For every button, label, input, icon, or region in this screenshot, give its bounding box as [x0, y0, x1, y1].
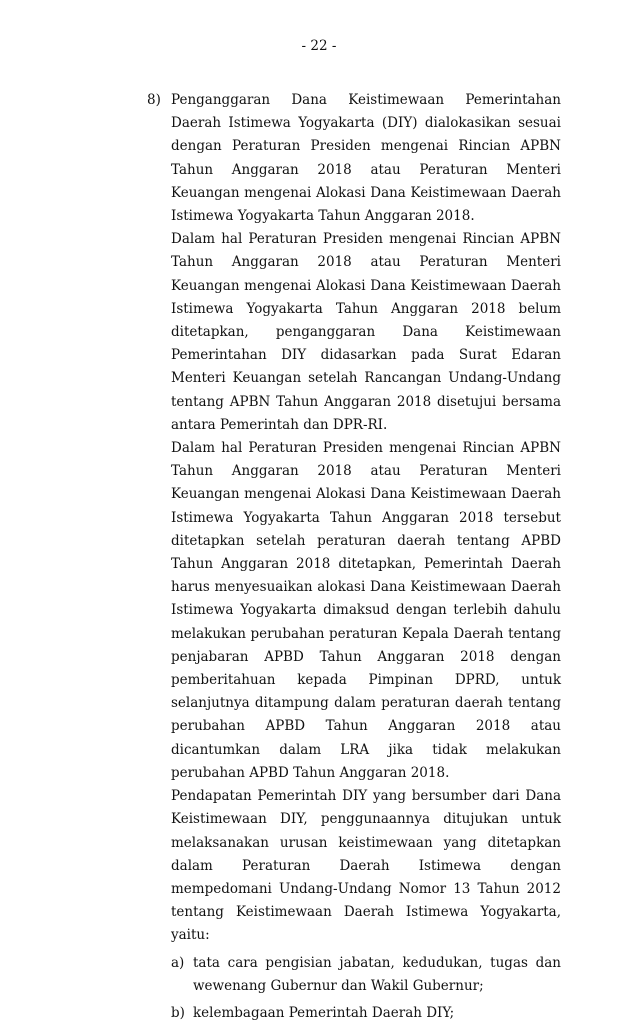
sub-list-marker: b) [171, 1004, 185, 1021]
paragraph-2: Dalam hal Peraturan Presiden mengenai Rincian APBN Tahun Anggaran 2018 atau Peraturan Menteri Keuangan mengenai Alokasi Dana Keistimewaan Daerah Istimewa Yogyakarta Tahun Anggaran 2018 belum ditetapkan, penganggaran Dana Keistimewaan Pemerintahan DIY didasarkan pada Surat Edaran Menteri Keuangan setelah Rancangan Undang-Undang tentang APBN Tahun Anggaran 2018 disetujui bersama antara Pemerintah dan DPR-RI. [171, 231, 561, 433]
page-number: - 22 - [301, 38, 337, 54]
sub-list-text: tata cara pengisian jabatan, kedudukan, tugas dan wewenang Gubernur dan Wakil Gubernur; [193, 954, 561, 994]
list-item-8 [0, 89, 638, 1025]
paragraph-1: Penganggaran Dana Keistimewaan Pemerintahan Daerah Istimewa Yogyakarta (DIY) dialokasikan sesuai dengan Peraturan Presiden mengenai Rincian APBN Tahun Anggaran 2018 atau Peraturan Menteri Keuangan mengenai Alokasi Dana Keistimewaan Daerah Istimewa Yogyakarta Tahun Anggaran 2018. [171, 92, 561, 225]
sub-list [0, 952, 638, 1025]
list-item-marker: 8) [147, 92, 161, 108]
sub-list-item-a [171, 952, 561, 998]
sub-list-marker: a) [171, 954, 185, 971]
paragraph-4: Pendapatan Pemerintah DIY yang bersumber dari Dana Keistimewaan DIY, penggunaannya ditujukan untuk melaksanakan urusan keistimewaan yang ditetapkan dalam Peraturan Daerah Istimewa dengan mempedomani Undang-Undang Nomor 13 Tahun 2012 tentang Keistimewaan Daerah Istimewa Yogyakarta, yaitu: [171, 788, 561, 944]
sub-list-item-b [171, 1002, 561, 1025]
paragraph-3: Dalam hal Peraturan Presiden mengenai Rincian APBN Tahun Anggaran 2018 atau Peraturan Menteri Keuangan mengenai Alokasi Dana Keistimewaan Daerah Istimewa Yogyakarta Tahun Anggaran 2018 tersebut ditetapkan setelah peraturan daerah tentang APBD Tahun Anggaran 2018 ditetapkan, Pemerintah Daerah harus menyesuaikan alokasi Dana Keistimewaan Daerah Istimewa Yogyakarta dimaksud dengan terlebih dahulu melakukan perubahan peraturan Kepala Daerah tentang penjabaran APBD Tahun Anggaran 2018 dengan pemberitahuan kepada Pimpinan DPRD, untuk selanjutnya ditampung dalam peraturan daerah tentang perubahan APBD Tahun Anggaran 2018 atau dicantumkan dalam LRA jika tidak melakukan perubahan APBD Tahun Anggaran 2018. [171, 440, 561, 781]
sub-list-text: kelembagaan Pemerintah Daerah DIY; [193, 1004, 455, 1021]
document-body [0, 89, 638, 1025]
